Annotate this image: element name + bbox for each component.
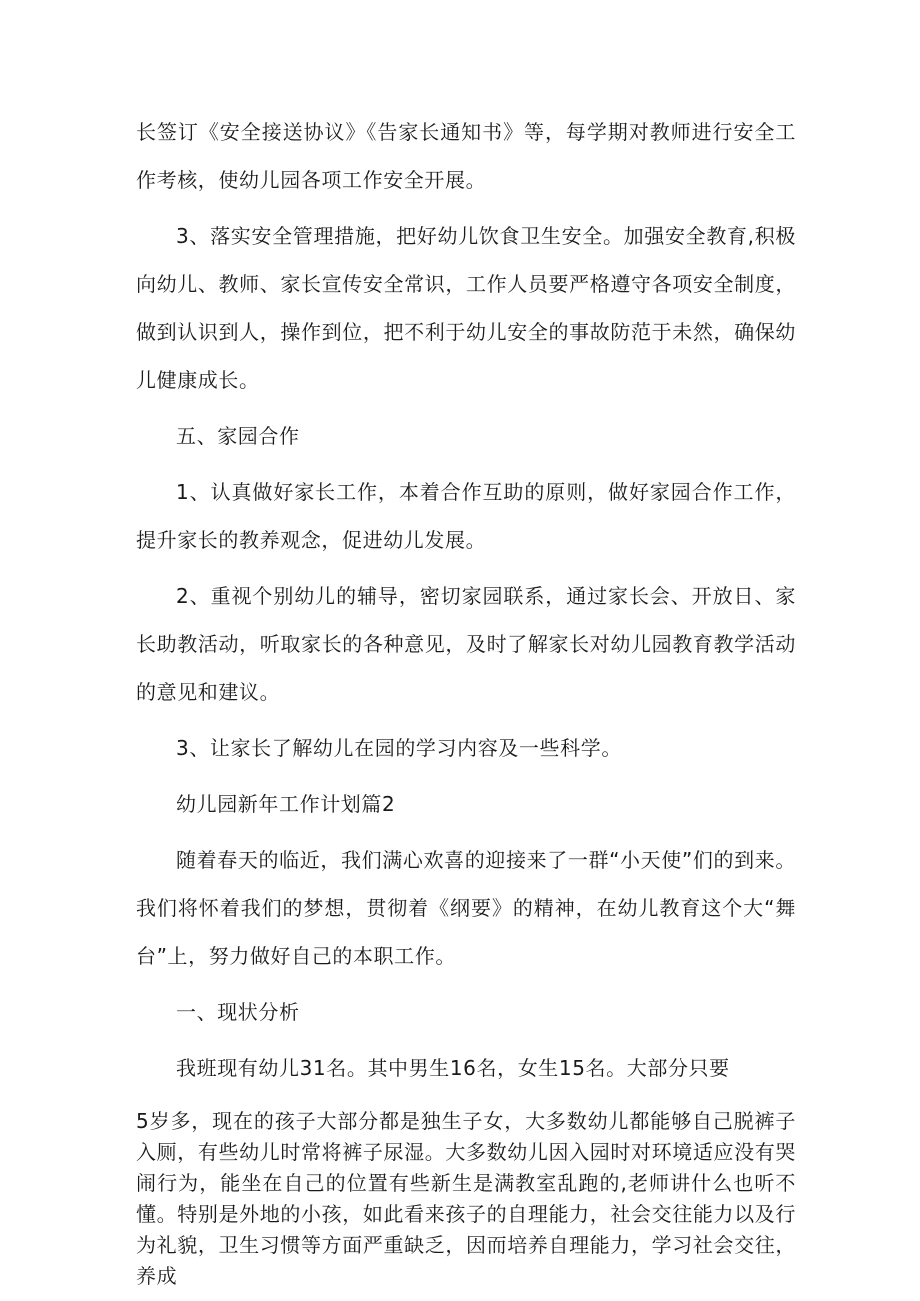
paragraph-learning-content: 3、让家长了解幼儿在园的学习内容及一些科学。 xyxy=(176,736,622,760)
paragraph-safety-measures: 3、落实安全管理措施，把好幼儿饮食卫生安全。加强安全教育,积极向幼儿、教师、家长宣传安全常识，工作人员要严格遵守各项安全制度，做到认识到人，操作到位，把不利于幼儿安全的事故防范于未然，确保幼儿健康成长。 xyxy=(136,224,796,392)
paragraph-gap xyxy=(136,772,796,780)
paragraph-gap xyxy=(136,564,796,572)
paragraph-gap xyxy=(136,460,796,468)
paragraph-gap xyxy=(136,828,796,836)
paragraph-gap xyxy=(136,1036,796,1044)
paragraph-gap xyxy=(136,404,796,412)
paragraph-gap xyxy=(136,980,796,988)
paragraph-parent-work: 1、认真做好家长工作，本着合作互助的原则，做好家园合作工作，提升家长的教养观念，促进幼儿发展。 xyxy=(136,480,796,552)
paragraph-individual-guidance: 2、重视个别幼儿的辅导，密切家园联系，通过家长会、开放日、家长助教活动，听取家长的各种意见，及时了解家长对幼儿园教育教学活动的意见和建议。 xyxy=(136,584,796,704)
paragraph-child-behavior: 5岁多，现在的孩子大部分都是独生子女，大多数幼儿都能够自己脱裤子入厕，有些幼儿时常将裤子尿湿。大多数幼儿因入园时对环境适应没有哭闹行为，能坐在自己的位置有些新生是满教室乱跑的,老师讲什么也听不懂。特别是外地的小孩，如此看来孩子的自理能力，社会交往能力以及行为礼貌，卫生习惯等方面严重缺乏，因而培养自理能力，学习社会交往，养成 xyxy=(136,1109,796,1288)
section-heading-plan-2: 幼儿园新年工作计划篇2 xyxy=(176,792,396,816)
paragraph-class-size: 我班现有幼儿31名。其中男生16名，女生15名。大部分只要 xyxy=(176,1056,730,1080)
paragraph-gap xyxy=(136,716,796,724)
section-heading-home-cooperation: 五、家园合作 xyxy=(176,424,300,448)
paragraph-gap xyxy=(136,1092,796,1106)
document-body xyxy=(136,108,796,1292)
paragraph-gap xyxy=(136,204,796,212)
paragraph-safety-agreement: 长签订《安全接送协议》《告家长通知书》等，每学期对教师进行安全工作考核，使幼儿园各项工作安全开展。 xyxy=(136,120,796,192)
section-heading-status-analysis: 一、现状分析 xyxy=(176,1000,300,1024)
paragraph-spring-intro: 随着春天的临近，我们满心欢喜的迎接来了一群“小天使”们的到来。我们将怀着我们的梦想，贯彻着《纲要》的精神，在幼儿教育这个大“舞台”上，努力做好自己的本职工作。 xyxy=(136,848,796,968)
